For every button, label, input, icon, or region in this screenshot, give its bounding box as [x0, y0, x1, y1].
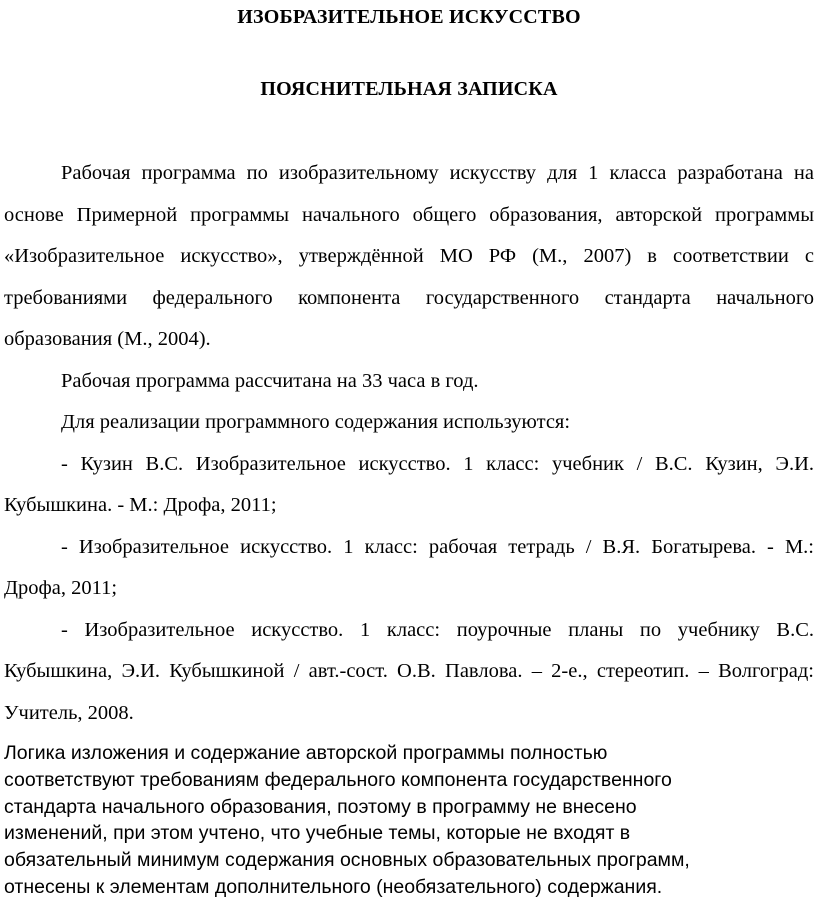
closing-paragraph — [4, 740, 814, 901]
resource-list-item: - Изобразительное искусство. 1 класс: поурочные планы по учебнику В.С. Кубышкина, Э.И. Кубышкиной / авт.-сост. О.В. Павлова. – 2-е., стереотип. – Волгоград: Учитель, 2008. — [4, 618, 814, 724]
explanatory-note-body — [4, 153, 814, 734]
document-title: ИЗОБРАЗИТЕЛЬНОЕ ИСКУССТВО — [237, 6, 581, 28]
intro-paragraph: Рабочая программа по изобразительному искусству для 1 класса разработана на основе Примерной программы начального общего образования, авторской программы «Изобразительное искусство», утверждённой МО РФ (М., 2007) в соответствии с требованиями федерального компонента государственного стандарта начального образования (М., 2004). — [4, 162, 814, 350]
closing-line: Логика изложения и содержание авторской программы полностью — [4, 742, 608, 764]
document-subtitle: ПОЯСНИТЕЛЬНАЯ ЗАПИСКА — [260, 78, 558, 100]
resources-heading-paragraph: Для реализации программного содержания используются: — [61, 411, 571, 433]
resource-list-item: - Изобразительное искусство. 1 класс: рабочая тетрадь / В.Я. Богатырева. - М.: Дрофа, 2011; — [4, 535, 814, 599]
closing-line: отнесены к элементам дополнительного (необязательного) содержания. — [4, 875, 663, 898]
resource-list-item: - Кузин В.С. Изобразительное искусство. 1 класс: учебник / В.С. Кузин, Э.И. Кубышкина. - М.: Дрофа, 2011; — [4, 452, 814, 516]
hours-paragraph: Рабочая программа рассчитана на 33 часа в год. — [61, 369, 479, 392]
closing-line: обязательный минимум содержания основных образовательных программ, — [4, 849, 690, 872]
closing-line: стандарта начального образования, поэтому в программу не внесено — [4, 795, 637, 818]
closing-line: соответствуют требованиям федерального компонента государственного — [4, 768, 672, 791]
closing-line: изменений, при этом учтено, что учебные темы, которые не входят в — [4, 822, 631, 845]
